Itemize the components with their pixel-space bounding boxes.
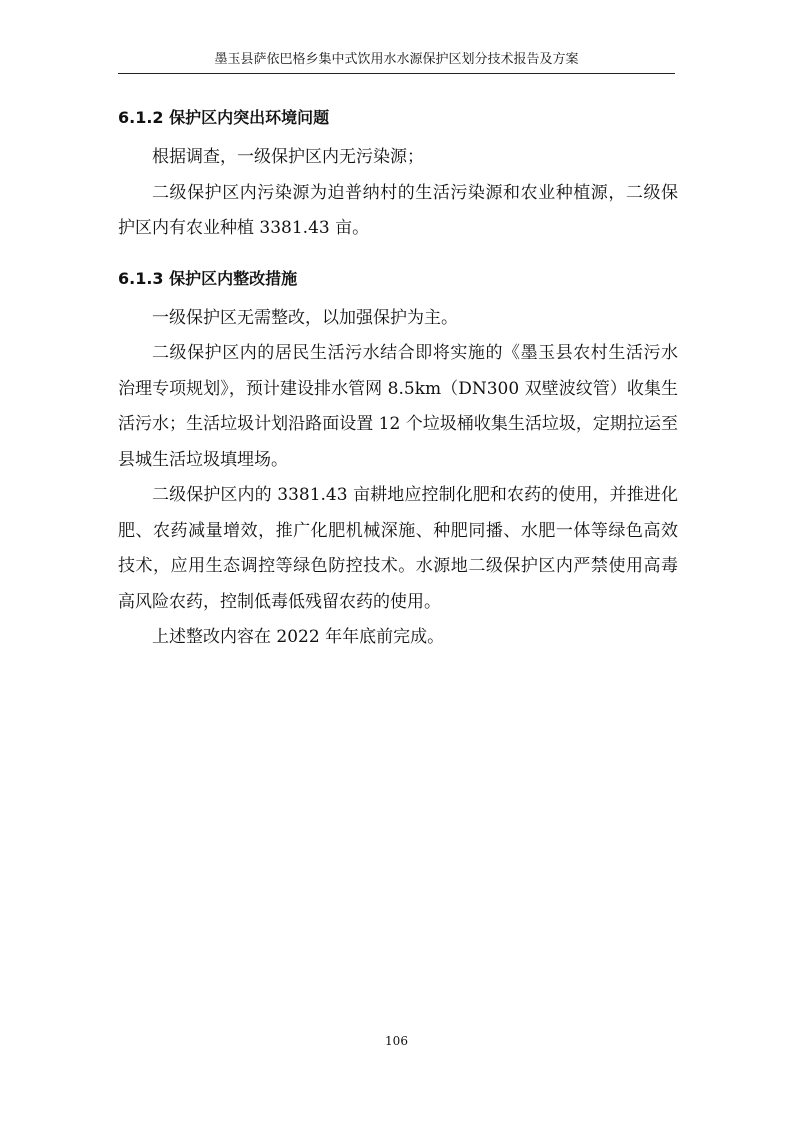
- paragraph: 二级保护区内污染源为迫普纳村的生活污染源和农业种植源，二级保护区内有农业种植 3381.43 亩。: [118, 182, 678, 238]
- section-heading-6-1-3: 6.1.3 保护区内整改措施: [118, 268, 298, 288]
- page-body: [118, 104, 678, 656]
- running-header: 墨玉县萨依巴格乡集中式饮用水水源保护区划分技术报告及方案: [214, 52, 579, 67]
- paragraph: 二级保护区内的居民生活污水结合即将实施的《墨玉县农村生活污水治理专项规划》，预计建设排水管网 8.5km（DN300 双壁波纹管）收集生活污水；生活垃圾计划沿路面设置 12 个垃圾桶收集生活垃圾，定期拉运至县城生活垃圾填埋场。: [118, 343, 678, 470]
- page-number: 106: [385, 1034, 408, 1048]
- paragraph: 二级保护区内的 3381.43 亩耕地应控制化肥和农药的使用，并推进化肥、农药减量增效，推广化肥机械深施、种肥同播、水肥一体等绿色高效技术，应用生态调控等绿色防控技术。水源地二级保护区内严禁使用高毒高风险农药，控制低毒低残留农药的使用。: [118, 485, 678, 612]
- header-rule: [118, 73, 675, 74]
- section-heading-6-1-2: 6.1.2 保护区内突出环境问题: [118, 108, 330, 127]
- paragraph: 一级保护区无需整改，以加强保护为主。: [152, 307, 458, 328]
- paragraph: 根据调查，一级保护区内无污染源；: [152, 147, 424, 167]
- paragraph: 上述整改内容在 2022 年年底前完成。: [152, 627, 445, 647]
